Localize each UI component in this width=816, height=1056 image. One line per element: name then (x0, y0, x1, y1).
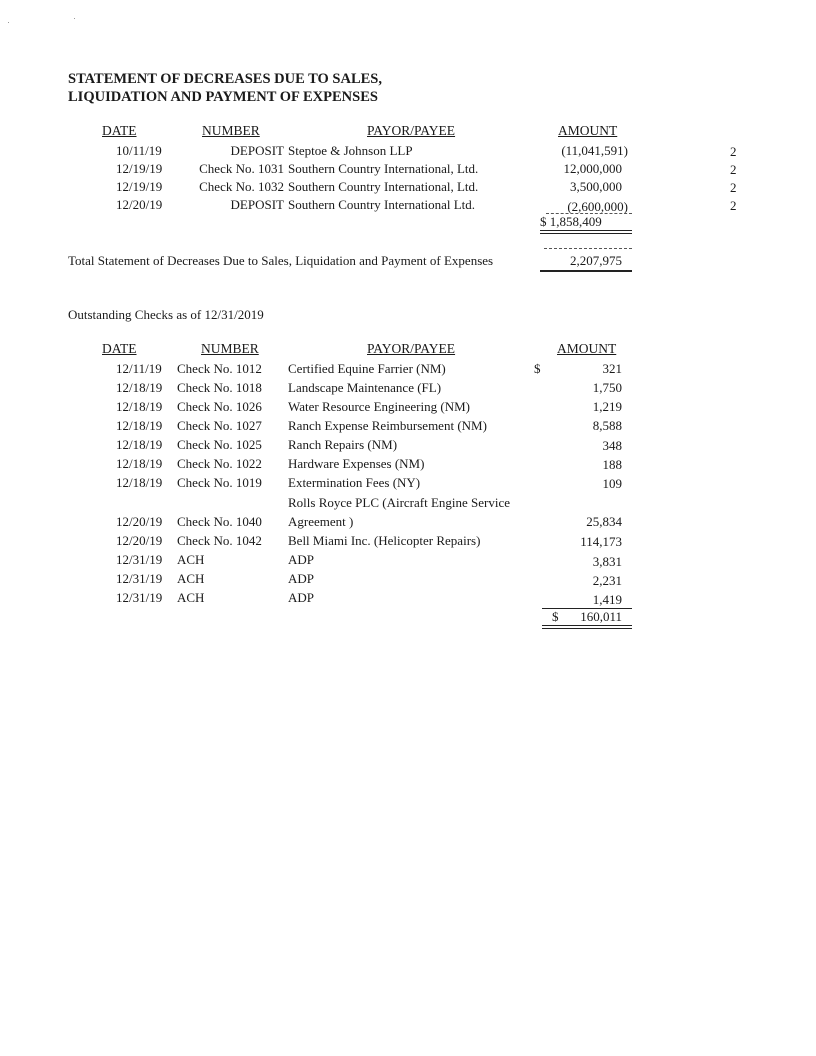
row-payee: ADP (288, 571, 315, 586)
row-payee: Water Resource Engineering (NM) (288, 399, 470, 414)
row-date: 12/18/19 (116, 456, 163, 471)
row-date: 12/18/19 (116, 475, 163, 490)
scan-speck (74, 18, 75, 19)
row-amount: 348 (602, 438, 622, 453)
row-payee: Bell Miami Inc. (Helicopter Repairs) (288, 533, 481, 548)
row-payee-line-1: Rolls Royce PLC (Aircraft Engine Service (288, 495, 511, 510)
row-payee: Hardware Expenses (NM) (288, 456, 425, 471)
total-amount: 2,207,975 (570, 253, 622, 268)
header-amount: AMOUNT (558, 123, 618, 138)
row-amount: 1,750 (592, 380, 622, 395)
row-number: Check No. 1032 (199, 179, 284, 194)
total-amount: 160,011 (580, 609, 622, 624)
scan-speck (8, 22, 9, 23)
row-mark: 2 (730, 144, 737, 159)
row-number: Check No. 1019 (177, 475, 262, 490)
row-mark: 2 (730, 180, 737, 195)
row-amount: 188 (602, 457, 622, 472)
row-date: 12/20/19 (116, 514, 163, 529)
row-amount: 2,231 (592, 573, 622, 588)
row-number: Check No. 1042 (177, 533, 262, 548)
row-amount: 25,834 (586, 514, 622, 529)
row-date: 12/18/19 (116, 418, 163, 433)
header-payee: PAYOR/PAYEE (367, 341, 456, 356)
row-number: Check No. 1040 (177, 514, 262, 529)
row-payee: Steptoe & Johnson LLP (288, 143, 413, 158)
row-date: 12/20/19 (116, 533, 163, 548)
row-amount: 8,588 (592, 418, 622, 433)
row-amount: 1,419 (592, 592, 622, 607)
header-number: NUMBER (201, 341, 259, 356)
row-date: 12/31/19 (116, 552, 163, 567)
row-payee: Agreement ) (288, 514, 354, 529)
row-date: 12/31/19 (116, 571, 163, 586)
header-number: NUMBER (202, 123, 260, 138)
row-payee: ADP (288, 590, 315, 605)
row-amount: 321 (602, 361, 622, 376)
row-payee: Ranch Expense Reimbursement (NM) (288, 418, 487, 433)
row-number: Check No. 1022 (177, 456, 262, 471)
row-amount: 3,500,000 (570, 179, 622, 194)
row-date: 12/31/19 (116, 590, 163, 605)
row-amount: 109 (602, 476, 622, 491)
subtotal-amount: $ 1,858,409 (540, 214, 602, 229)
row-payee: Certified Equine Farrier (NM) (288, 361, 446, 376)
row-amount: 1,219 (592, 399, 622, 414)
row-amount: (11,041,591) (561, 143, 628, 158)
row-amount: (2,600,000) (567, 199, 628, 214)
row-payee: Ranch Repairs (NM) (288, 437, 398, 452)
row-payee: Southern Country International, Ltd. (288, 161, 479, 176)
total-underline (540, 270, 632, 272)
row-number: Check No. 1012 (177, 361, 262, 376)
row-number: Check No. 1025 (177, 437, 262, 452)
row-date: 12/18/19 (116, 399, 163, 414)
row-date: 12/19/19 (116, 179, 163, 194)
subtotal-double-rule (540, 230, 632, 234)
total-label: Total Statement of Decreases Due to Sales, Liquidation and Payment of Expenses (68, 253, 494, 268)
document-title (68, 70, 382, 106)
row-mark: 2 (730, 162, 737, 177)
row-payee: Landscape Maintenance (FL) (288, 380, 442, 395)
row-amount: 114,173 (580, 534, 622, 549)
row-number: DEPOSIT (230, 143, 284, 158)
row-payee: ADP (288, 552, 315, 567)
total-double-rule (542, 625, 632, 629)
row-payee: Southern Country International Ltd. (288, 197, 476, 212)
header-date: DATE (102, 123, 137, 138)
row-date: 12/18/19 (116, 437, 163, 452)
row-number: Check No. 1031 (199, 161, 284, 176)
row-number: ACH (177, 571, 205, 586)
row-date: 10/11/19 (116, 143, 162, 158)
header-amount: AMOUNT (557, 341, 617, 356)
header-date: DATE (102, 341, 137, 356)
title-line-2: LIQUIDATION AND PAYMENT OF EXPENSES (68, 89, 378, 105)
row-amount: 3,831 (592, 554, 622, 569)
row-number: Check No. 1027 (177, 418, 262, 433)
total-top-rule (544, 248, 632, 249)
row-amount: 12,000,000 (563, 161, 622, 176)
row-number: DEPOSIT (230, 197, 284, 212)
header-payee: PAYOR/PAYEE (367, 123, 456, 138)
row-payee: Southern Country International, Ltd. (288, 179, 479, 194)
row-payee: Extermination Fees (NY) (288, 475, 421, 490)
row-number: ACH (177, 590, 205, 605)
row-number: Check No. 1018 (177, 380, 262, 395)
row-date: 12/11/19 (116, 361, 162, 376)
total-dollar-sign: $ (552, 609, 559, 624)
row-date: 12/19/19 (116, 161, 163, 176)
row-date: 12/20/19 (116, 197, 163, 212)
row-date: 12/18/19 (116, 380, 163, 395)
dollar-sign: $ (534, 361, 541, 376)
title-line-1: STATEMENT OF DECREASES DUE TO SALES, (68, 71, 382, 87)
row-mark: 2 (730, 198, 737, 213)
row-number: ACH (177, 552, 205, 567)
row-number: Check No. 1026 (177, 399, 262, 414)
outstanding-heading: Outstanding Checks as of 12/31/2019 (68, 307, 264, 322)
